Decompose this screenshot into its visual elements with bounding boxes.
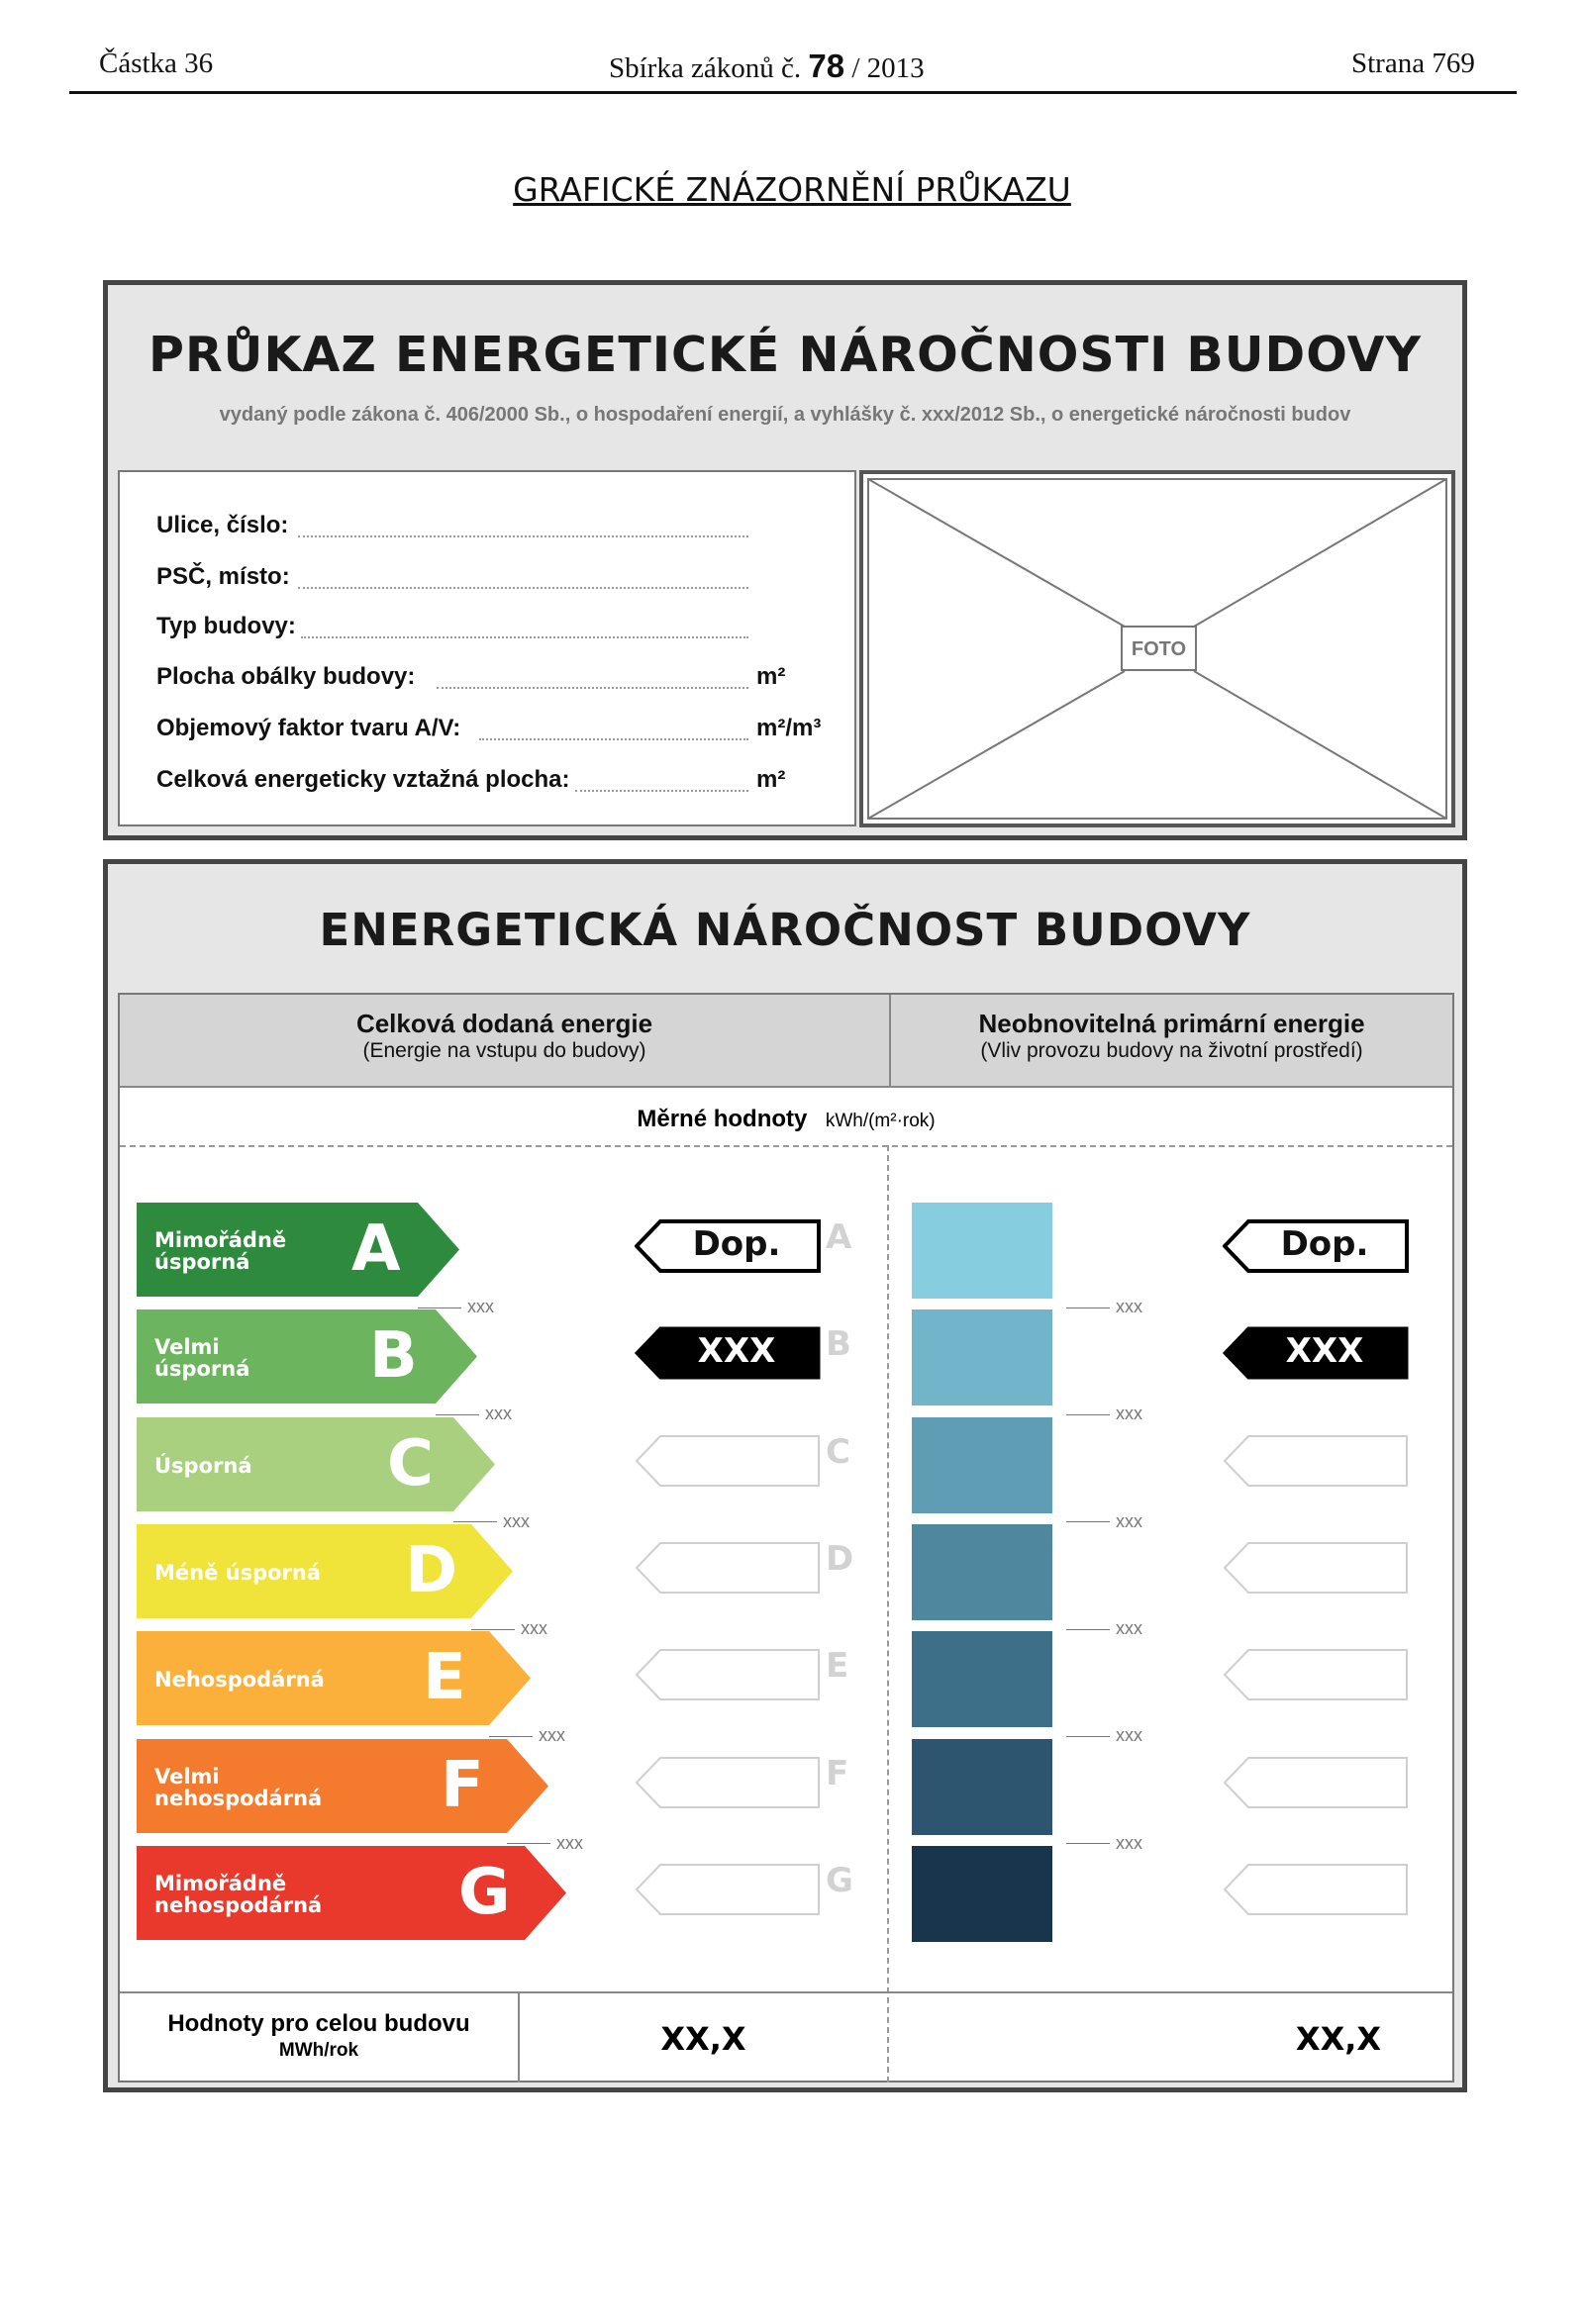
column-primary-energy: Neobnovitelná primární energie (Vliv provozu budovy na životní prostředí)	[978, 1009, 1365, 1062]
header-rule	[69, 91, 1517, 94]
field-zip: PSČ, místo:	[156, 563, 290, 590]
energy-panel	[118, 993, 1454, 2082]
class-letter-e: E	[423, 1641, 466, 1715]
field-envelope-area-unit: m²	[756, 663, 786, 690]
delivered-threshold-a: xxx	[418, 1297, 494, 1317]
totals-label-cell	[120, 2010, 518, 2062]
delivered-threshold-c: xxx	[453, 1511, 530, 1532]
field-building-type-line	[301, 636, 748, 638]
field-reference-area-line	[575, 790, 748, 792]
field-shape-factor-unit: m²/m³	[756, 715, 822, 741]
class-letter-f: F	[441, 1748, 484, 1822]
primary-bar-a	[912, 1203, 1052, 1299]
field-zip-line	[298, 587, 748, 589]
delivered-tag-b-text: XXX	[697, 1331, 776, 1372]
class-letter-d: D	[405, 1533, 458, 1607]
totals-label: Hodnoty pro celou budovu	[167, 2010, 470, 2037]
delivered-tag-g	[635, 1863, 821, 1916]
delivered-tag-d	[635, 1541, 821, 1595]
ghost-letter-d: D	[826, 1538, 854, 1579]
energy-performance-card	[103, 859, 1467, 2092]
primary-tag-d	[1223, 1541, 1409, 1595]
field-shape-factor: Objemový faktor tvaru A/V:	[156, 715, 461, 741]
field-street: Ulice, číslo:	[156, 512, 289, 538]
energy-performance-title: ENERGETICKÁ NÁROČNOST BUDOVY	[319, 904, 1251, 956]
field-building-type: Typ budovy:	[156, 613, 296, 639]
primary-bar-g	[912, 1846, 1052, 1942]
class-label-d: Méně úsporná	[154, 1560, 322, 1585]
class-label-g: Mimořádně nehospodárná	[154, 1871, 323, 1917]
ghost-letter-e: E	[826, 1646, 849, 1687]
specific-values-unit: kWh/(m²·rok)	[825, 1111, 936, 1131]
primary-tag-a-text: Dop.	[1280, 1224, 1369, 1264]
primary-threshold-a: xxx	[1066, 1297, 1142, 1317]
certificate-title: PRŮKAZ ENERGETICKÉ NÁROČNOSTI BUDOVY	[148, 327, 1422, 383]
ghost-letter-c: C	[826, 1431, 850, 1472]
ghost-letter-g: G	[826, 1860, 853, 1900]
primary-bar-f	[912, 1739, 1052, 1835]
class-letter-g: G	[458, 1855, 511, 1929]
address-panel	[118, 470, 856, 826]
delivered-threshold-e: xxx	[489, 1725, 565, 1746]
class-label-c: Úsporná	[154, 1453, 252, 1478]
total-primary-value: XX,X	[1295, 2020, 1382, 2058]
delivered-tag-f	[635, 1756, 821, 1809]
field-envelope-area-line	[437, 687, 748, 689]
totals-separator	[120, 1991, 1452, 1993]
column-delivered-energy: Celková dodaná energie (Energie na vstupu do budovy)	[355, 1009, 653, 1062]
class-letter-a: A	[351, 1212, 401, 1286]
primary-tag-c	[1223, 1434, 1409, 1488]
primary-bar-c	[912, 1417, 1052, 1513]
class-label-f: Velmi nehospodárná	[154, 1764, 323, 1810]
photo-frame	[859, 470, 1455, 827]
primary-tag-f	[1223, 1756, 1409, 1809]
section-title: GRAFICKÉ ZNÁZORNĚNÍ PRŮKAZU	[513, 170, 1071, 209]
class-letter-c: C	[387, 1426, 434, 1501]
specific-values-label: Měrné hodnoty	[637, 1106, 808, 1132]
primary-threshold-c: xxx	[1066, 1511, 1142, 1532]
header-page-number: Strana 769	[1351, 48, 1475, 79]
primary-bar-b	[912, 1309, 1052, 1405]
total-delivered-value: XX,X	[660, 2020, 746, 2058]
header-collection: Sbírka zákonů č. 78 / 2013	[609, 48, 925, 84]
primary-bar-e	[912, 1631, 1052, 1727]
header-part: Částka 36	[99, 48, 214, 79]
field-reference-area: Celková energeticky vztažná plocha:	[156, 766, 570, 793]
class-label-b: Velmi úsporná	[154, 1335, 250, 1382]
field-street-line	[298, 535, 748, 537]
delivered-tag-c	[635, 1434, 821, 1488]
field-envelope-area: Plocha obálky budovy:	[156, 663, 416, 690]
primary-threshold-e: xxx	[1066, 1725, 1142, 1746]
delivered-tag-a-text: Dop.	[692, 1224, 781, 1264]
class-letter-b: B	[369, 1319, 418, 1394]
delivered-threshold-f: xxx	[507, 1833, 583, 1854]
certificate-subtitle: vydaný podle zákona č. 406/2000 Sb., o hospodaření energií, a vyhlášky č. xxx/2012 Sb., o energetické náročnosti budov	[219, 404, 1351, 426]
primary-bar-d	[912, 1524, 1052, 1620]
energy-scale	[120, 995, 1452, 1994]
ghost-letter-b: B	[826, 1324, 851, 1365]
field-shape-factor-line	[479, 738, 748, 740]
totals-unit: MWh/rok	[278, 2040, 359, 2061]
delivered-threshold-b: xxx	[436, 1404, 512, 1424]
field-reference-area-unit: m²	[756, 766, 786, 793]
primary-tag-b-text: XXX	[1285, 1331, 1364, 1372]
primary-tag-g	[1223, 1863, 1409, 1916]
photo-label: FOTO	[1131, 638, 1187, 660]
delivered-tag-e	[635, 1648, 821, 1701]
ghost-letter-f: F	[826, 1753, 849, 1793]
ghost-letter-a: A	[826, 1217, 852, 1257]
class-label-a: Mimořádně úsporná	[154, 1228, 287, 1274]
certificate-card	[103, 280, 1467, 840]
primary-threshold-f: xxx	[1066, 1833, 1142, 1854]
delivered-threshold-d: xxx	[471, 1618, 547, 1639]
class-label-e: Nehospodárná	[154, 1668, 325, 1693]
primary-threshold-b: xxx	[1066, 1404, 1142, 1424]
primary-tag-e	[1223, 1648, 1409, 1701]
primary-threshold-d: xxx	[1066, 1618, 1142, 1639]
